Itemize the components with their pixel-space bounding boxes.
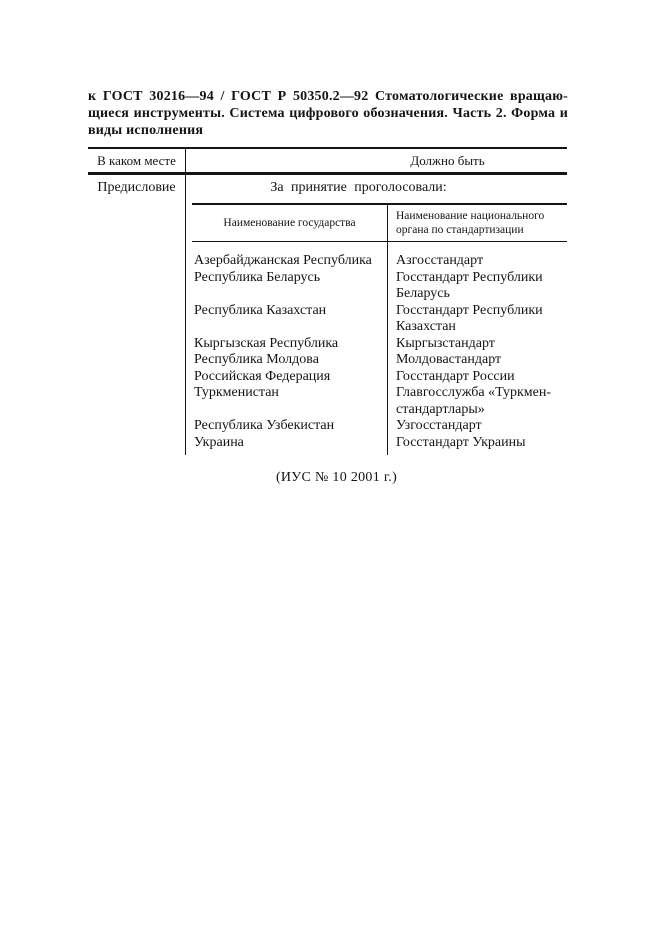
header-cell-should-be xyxy=(186,149,567,172)
page-content xyxy=(88,88,568,486)
vote-table-header-row xyxy=(192,205,567,242)
agency-cell: Молдовастандарт xyxy=(396,352,502,367)
table-row xyxy=(192,303,567,336)
title-line: к ГОСТ 30216—94 / ГОСТ Р 50350.2—92 Стоматологические вращаю- xyxy=(88,89,568,104)
table-row xyxy=(192,418,567,435)
country-header-cell: Наименование государства xyxy=(192,205,388,241)
vote-caption: За принятие проголосовали: xyxy=(270,180,447,195)
agency-cell: Узгосстандарт xyxy=(396,418,482,433)
header-cell-location-label: В каком месте xyxy=(97,152,176,168)
table-row xyxy=(192,336,567,353)
country-cell: Республика Узбекистан xyxy=(192,418,388,435)
agency-cell: Госстандарт Украины xyxy=(396,434,526,450)
table-row xyxy=(192,369,567,386)
header-cell-should-be-label: Должно быть xyxy=(410,152,485,168)
document-title xyxy=(88,88,568,139)
title-line: щиеся инструменты. Система цифрового обозначения. Часть 2. Форма и xyxy=(88,106,568,121)
section-cell: Предисловие xyxy=(88,175,186,455)
country-cell: Азербайджанская Республика xyxy=(192,242,388,270)
errata-table xyxy=(88,147,567,455)
ius-note: (ИУС № 10 2001 г.) xyxy=(275,470,398,485)
title-line: виды исполнения xyxy=(88,123,204,138)
country-cell: Кыргызская Республика xyxy=(192,336,388,353)
header-cell-location xyxy=(88,149,186,172)
agency-cell: Кыргызстандарт xyxy=(396,335,495,351)
country-cell: Туркменистан xyxy=(192,385,388,418)
country-cell: Республика Молдова xyxy=(192,352,388,369)
table-row xyxy=(192,352,567,369)
agency-cell: Госстандарт Республики Беларусь xyxy=(396,269,543,301)
country-cell: Республика Казахстан xyxy=(192,303,388,336)
errata-table-header-row xyxy=(88,149,567,175)
vote-table-body xyxy=(192,242,567,455)
agency-cell: Главгосслужба «Туркмен-стандартлары» xyxy=(396,385,552,417)
errata-table-body-row xyxy=(88,175,567,455)
country-cell: Республика Беларусь xyxy=(192,270,388,303)
agency-header-cell: Наименование национального органа по стандартизации xyxy=(396,210,545,236)
table-row xyxy=(192,242,567,270)
agency-cell: Азгосстандарт xyxy=(396,253,484,268)
should-be-cell xyxy=(186,175,567,455)
country-cell: Российская Федерация xyxy=(192,369,388,386)
table-row xyxy=(192,435,567,456)
vote-table xyxy=(192,203,567,455)
agency-cell: Госстандарт Республики Казахстан xyxy=(396,302,543,334)
country-cell: Украина xyxy=(192,435,388,456)
table-row xyxy=(192,270,567,303)
agency-cell: Госстандарт России xyxy=(396,368,515,384)
table-row xyxy=(192,385,567,418)
